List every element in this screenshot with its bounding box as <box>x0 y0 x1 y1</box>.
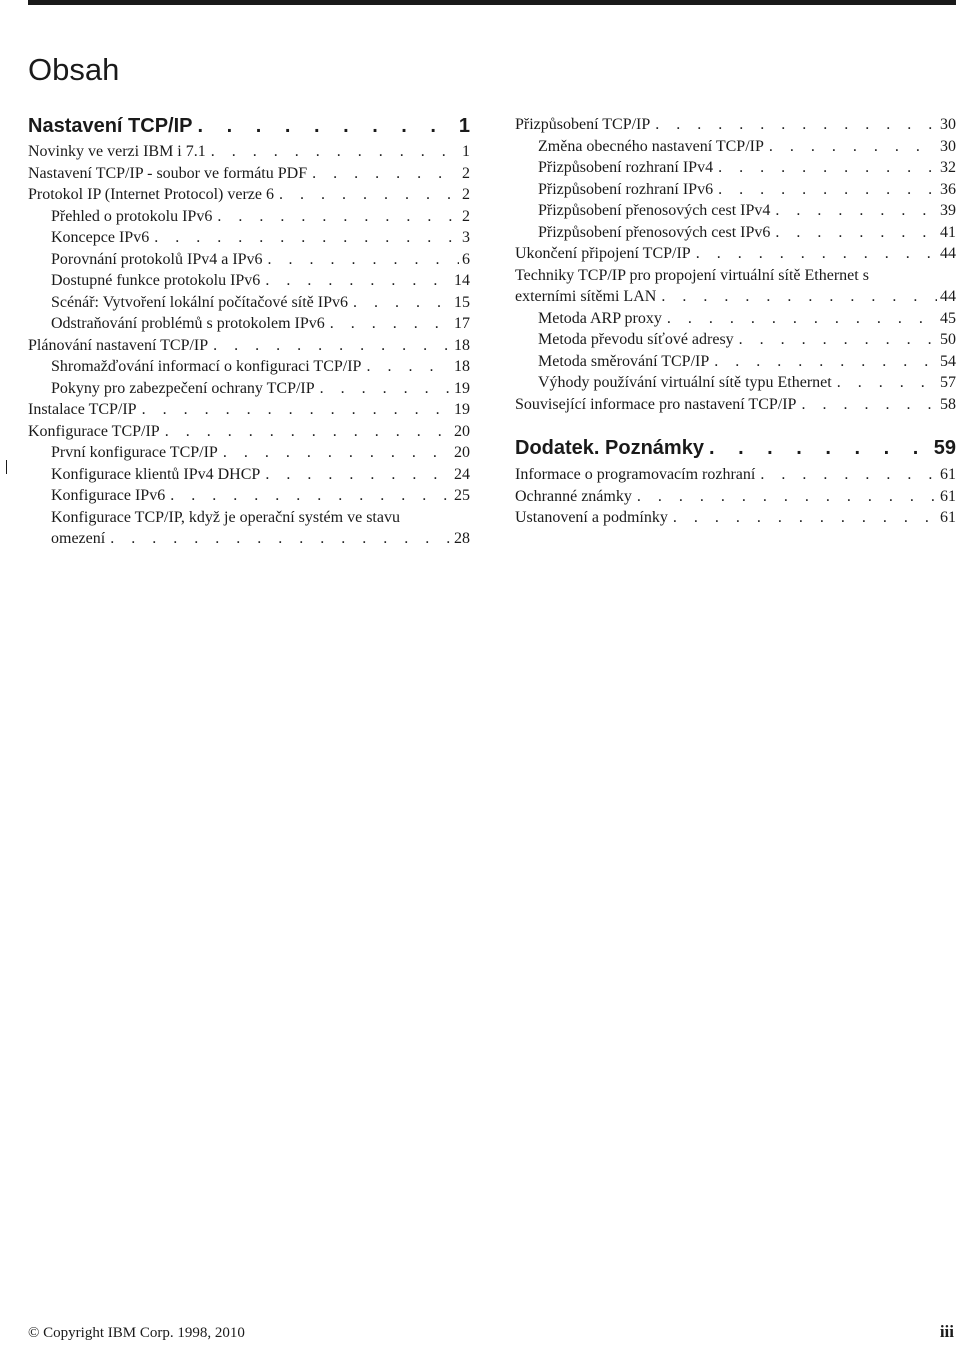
toc-entry-title: Přizpůsobení přenosových cest IPv4 <box>538 202 771 219</box>
toc-entry[interactable] <box>515 486 956 508</box>
toc-page-number: 45 <box>940 309 956 327</box>
toc-page-number: 1 <box>462 143 470 160</box>
toc-entry[interactable] <box>28 399 470 421</box>
toc-page-number: 61 <box>940 466 956 483</box>
dot-leader <box>718 157 937 179</box>
dot-leader <box>110 528 451 550</box>
toc-entry-title: Instalace TCP/IP <box>28 401 137 418</box>
toc-entry[interactable] <box>515 157 956 179</box>
dot-leader <box>775 222 937 244</box>
dot-leader <box>312 163 459 185</box>
toc-page-number: 6 <box>462 250 470 268</box>
toc-entry[interactable] <box>515 222 956 244</box>
dot-leader <box>696 243 937 265</box>
dot-leader <box>709 436 931 460</box>
toc-page-number: 32 <box>940 159 956 176</box>
toc-entry[interactable] <box>28 227 470 249</box>
toc-entry-title: Metoda směrování TCP/IP <box>538 352 710 370</box>
dot-leader <box>268 249 459 271</box>
toc-page-number: 15 <box>454 293 470 311</box>
toc-entry[interactable] <box>515 507 956 529</box>
toc-entry[interactable] <box>28 270 470 292</box>
toc-entry-title: Přizpůsobení rozhraní IPv4 <box>538 159 714 176</box>
toc-entry[interactable] <box>515 114 956 136</box>
toc-entry-title: Techniky TCP/IP pro propojení virtuální sítě Ethernet s <box>515 266 869 284</box>
toc-column-left <box>28 114 470 550</box>
toc-page-number: 57 <box>940 374 956 391</box>
toc-entry[interactable] <box>28 442 470 464</box>
toc-page-number: 59 <box>933 437 956 459</box>
toc-page-number: 61 <box>940 487 956 505</box>
toc-entry[interactable] <box>515 329 956 351</box>
dot-leader <box>801 394 937 416</box>
dot-leader <box>265 270 451 292</box>
toc-entry[interactable] <box>28 249 470 271</box>
toc-entry[interactable] <box>28 313 470 335</box>
toc-entry-title: Odstraňování problémů s protokolem IPv6 <box>51 315 325 332</box>
toc-page-number: 28 <box>454 530 470 547</box>
toc-entry-title: Nastavení TCP/IP - soubor ve formátu PDF <box>28 164 308 182</box>
dot-leader <box>170 485 451 507</box>
toc-page-number: 18 <box>454 358 470 375</box>
dot-leader <box>217 206 459 228</box>
toc-entry-title-continued: externími sítěmi LAN <box>515 288 657 305</box>
toc-entry[interactable] <box>28 335 470 357</box>
dot-leader <box>330 313 451 335</box>
toc-page-number: 18 <box>454 336 470 354</box>
toc-entry-title-continued: omezení <box>51 530 106 547</box>
toc-page-number: 30 <box>940 116 956 133</box>
toc-page-number: 20 <box>454 422 470 440</box>
toc-entry-title: Ochranné známky <box>515 487 632 505</box>
toc-entry-title: Ustanovení a podmínky <box>515 509 668 526</box>
toc-heading[interactable] <box>28 114 470 138</box>
dot-leader <box>769 136 937 158</box>
dot-leader <box>211 141 459 163</box>
toc-entry-title: Konfigurace klientů IPv4 DHCP <box>51 465 261 483</box>
dot-leader <box>198 114 456 138</box>
dot-leader <box>661 286 937 308</box>
toc-entry[interactable] <box>28 507 470 550</box>
dot-leader <box>279 184 459 206</box>
toc-page-number: 2 <box>462 186 470 203</box>
toc-entry-title: Konfigurace TCP/IP <box>28 422 160 440</box>
dot-leader <box>142 399 451 421</box>
toc-page-number: 61 <box>940 509 956 526</box>
top-rule <box>28 0 956 5</box>
toc-page-number: 19 <box>454 401 470 418</box>
toc-page-number: 1 <box>458 115 470 137</box>
toc-entry-title: Dostupné funkce protokolu IPv6 <box>51 272 261 289</box>
toc-entry[interactable] <box>28 206 470 228</box>
toc-page-number: 20 <box>454 444 470 461</box>
toc-entry[interactable] <box>515 394 956 416</box>
toc-page-number: 2 <box>462 164 470 182</box>
toc-page-number: 58 <box>940 395 956 413</box>
dot-leader <box>837 372 937 394</box>
dot-leader <box>165 421 451 443</box>
toc-entry[interactable] <box>28 356 470 378</box>
dot-leader <box>320 378 451 400</box>
toc-entry-title: Novinky ve verzi IBM i 7.1 <box>28 143 206 160</box>
toc-page-number: 24 <box>454 465 470 483</box>
toc-entry-title: Metoda ARP proxy <box>538 309 662 327</box>
copyright-notice: © Copyright IBM Corp. 1998, 2010 <box>28 1325 245 1341</box>
dot-leader <box>154 227 459 249</box>
toc-entry-title: Porovnání protokolů IPv4 a IPv6 <box>51 250 263 268</box>
toc-heading[interactable] <box>515 436 956 460</box>
toc-page-number: 44 <box>940 245 956 262</box>
dot-leader <box>739 329 937 351</box>
toc-entry[interactable] <box>28 141 470 163</box>
toc-entry-title: Přizpůsobení rozhraní IPv6 <box>538 180 714 198</box>
toc-entry-title: Protokol IP (Internet Protocol) verze 6 <box>28 186 275 203</box>
toc-entry[interactable] <box>28 485 470 507</box>
dot-leader <box>667 308 937 330</box>
toc-entry-title: Přehled o protokolu IPv6 <box>51 207 213 225</box>
toc-entry[interactable] <box>515 265 956 308</box>
toc-page-number: 25 <box>454 487 470 504</box>
toc-entry-title: Změna obecného nastavení TCP/IP <box>538 137 764 155</box>
dot-leader <box>353 292 451 314</box>
toc-entry[interactable] <box>515 136 956 158</box>
toc-page-number: 2 <box>462 207 470 225</box>
dot-leader <box>760 464 937 486</box>
toc-entry[interactable] <box>515 200 956 222</box>
toc-page-number: 41 <box>940 223 956 241</box>
toc-entry-title: První konfigurace TCP/IP <box>51 444 218 461</box>
toc-page-number: 44 <box>940 288 956 305</box>
toc-page-number: 39 <box>940 202 956 219</box>
toc-entry-title: Konfigurace IPv6 <box>51 487 166 504</box>
toc-entry-title: Metoda převodu síťové adresy <box>538 331 734 348</box>
toc-entry[interactable] <box>28 421 470 443</box>
toc-page-number: 14 <box>454 272 470 289</box>
toc-entry-title: Shromažďování informací o konfiguraci TCP/IP <box>51 358 362 375</box>
toc-page-number: 17 <box>454 315 470 332</box>
toc-entry-title: Scénář: Vytvoření lokální počítačové sítě IPv6 <box>51 293 348 311</box>
toc-page-number: 30 <box>940 137 956 155</box>
dot-leader <box>637 486 937 508</box>
dot-leader <box>714 351 937 373</box>
toc-entry[interactable] <box>515 464 956 486</box>
toc-entry-title: Nastavení TCP/IP <box>28 115 193 137</box>
toc-entry-title: Koncepce IPv6 <box>51 229 150 246</box>
dot-leader <box>775 200 937 222</box>
toc-page-number: 19 <box>454 379 470 397</box>
toc-entry[interactable] <box>515 243 956 265</box>
change-bar <box>6 460 7 474</box>
toc-entry-title: Dodatek. Poznámky <box>515 437 704 459</box>
dot-leader <box>223 442 451 464</box>
toc-page-number: 50 <box>940 331 956 348</box>
toc-entry-title: Související informace pro nastavení TCP/IP <box>515 395 797 413</box>
page-number: iii <box>939 1322 954 1341</box>
toc-page-number: 54 <box>940 352 956 370</box>
dot-leader <box>265 464 451 486</box>
toc-entry[interactable] <box>515 351 956 373</box>
toc-entry-title: Ukončení připojení TCP/IP <box>515 245 691 262</box>
dot-leader <box>673 507 937 529</box>
page-title: Obsah <box>28 52 120 87</box>
toc-entry[interactable] <box>28 292 470 314</box>
toc-entry[interactable] <box>515 372 956 394</box>
toc-entry-title: Plánování nastavení TCP/IP <box>28 336 209 354</box>
toc-column-right <box>515 114 956 529</box>
toc-entry-title: Přizpůsobení TCP/IP <box>515 116 651 133</box>
toc-entry-title: Informace o programovacím rozhraní <box>515 466 756 483</box>
toc-page-number: 36 <box>940 180 956 198</box>
toc-entry[interactable] <box>28 378 470 400</box>
toc-entry-title: Přizpůsobení přenosových cest IPv6 <box>538 223 771 241</box>
dot-leader <box>213 335 451 357</box>
toc-entry-title: Výhody používání virtuální sítě typu Ethernet <box>538 374 832 391</box>
toc-entry[interactable] <box>515 308 956 330</box>
toc-entry[interactable] <box>28 184 470 206</box>
toc-entry-title: Konfigurace TCP/IP, když je operační systém ve stavu <box>51 508 400 526</box>
toc-page-number: 3 <box>462 229 470 246</box>
toc-entry[interactable] <box>28 163 470 185</box>
toc-entry[interactable] <box>28 464 470 486</box>
toc-entry[interactable] <box>515 179 956 201</box>
toc-entry-title: Pokyny pro zabezpečení ochrany TCP/IP <box>51 379 315 397</box>
dot-leader <box>655 114 937 136</box>
dot-leader <box>366 356 451 378</box>
dot-leader <box>718 179 937 201</box>
